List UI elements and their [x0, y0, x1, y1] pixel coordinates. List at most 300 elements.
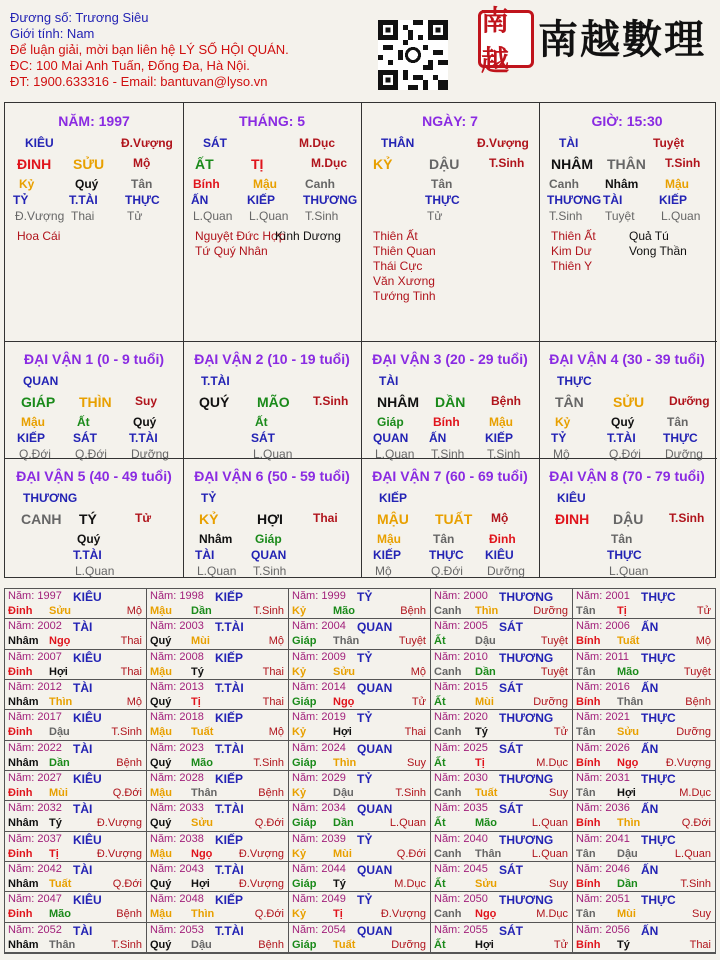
year-ten-god: KIÊU	[73, 590, 102, 604]
year-cell	[431, 832, 573, 862]
dai-van-title: ĐẠI VẬN 5 (40 - 49 tuổi)	[16, 468, 172, 484]
year-cell	[5, 680, 147, 710]
year-ten-god: SÁT	[499, 741, 523, 756]
owner-name: Đương số: Trương Siêu	[10, 10, 149, 25]
year-phase: T.Sinh	[680, 878, 711, 890]
heavenly-stem: GIÁP	[21, 394, 56, 410]
year-cell	[289, 710, 431, 740]
year-ten-god: TỶ	[357, 832, 373, 847]
dai-van-8	[539, 458, 715, 577]
year-stem: Mậu	[150, 847, 172, 860]
hidden-ten-god: QUAN	[373, 431, 409, 445]
year-phase: Bệnh	[400, 605, 426, 617]
hidden-ten-god: THỰC	[425, 193, 460, 207]
ten-god-label: THỰC	[557, 374, 592, 388]
year-cell	[5, 771, 147, 801]
hidden-ten-god: TÀI	[603, 193, 623, 207]
year-stem: Ất	[434, 756, 446, 769]
year-label: Năm: 2038	[150, 832, 204, 845]
year-cell	[5, 741, 147, 771]
year-phase: Đ.Vượng	[96, 817, 142, 830]
hidden-ten-god: ẤN	[429, 431, 447, 445]
year-ten-god: TỶ	[357, 650, 373, 665]
ten-god-label: THƯƠNG	[23, 491, 78, 505]
year-branch: Dần	[475, 665, 496, 678]
ten-god-label: KIẾP	[379, 491, 408, 505]
year-stem: Đinh	[8, 787, 33, 799]
year-cell	[431, 741, 573, 771]
year-phase: Mộ	[695, 635, 711, 648]
header-info	[10, 10, 370, 90]
hidden-stem: Mậu	[21, 415, 45, 429]
year-ten-god: THỰC	[641, 893, 676, 908]
hidden-stem: Nhâm	[605, 177, 639, 191]
hidden-phase: L.Quan	[253, 447, 293, 461]
year-stem: Giáp	[292, 635, 317, 648]
year-cell	[573, 680, 715, 710]
year-branch: Tý	[191, 665, 204, 678]
ten-god-label: TÀI	[559, 136, 579, 150]
year-branch: Thân	[333, 635, 360, 648]
year-phase: Q.Đới	[396, 847, 426, 860]
year-stem: Tân	[576, 847, 596, 860]
year-ten-god: KIẾP	[215, 650, 244, 665]
hidden-ten-god: TÀI	[195, 548, 215, 562]
special-star: Văn Xương	[373, 274, 435, 288]
heavenly-stem: ĐINH	[17, 156, 52, 172]
hidden-stem: Quý	[77, 532, 101, 546]
hidden-phase: Dưỡng	[487, 564, 525, 578]
special-star: Thiên Ất	[373, 229, 418, 243]
hidden-ten-god: T.TÀI	[73, 548, 102, 562]
year-stem: Canh	[434, 665, 462, 678]
year-phase: M.Dục	[536, 908, 568, 921]
year-cell	[147, 589, 289, 619]
year-branch: Tuất	[617, 635, 640, 648]
hidden-stem: Tân	[667, 415, 689, 429]
year-stem: Nhâm	[8, 756, 39, 769]
year-stem: Quý	[150, 878, 172, 890]
year-label: Năm: 2028	[150, 772, 204, 784]
dai-van-3	[361, 341, 539, 461]
year-phase: Suy	[692, 908, 711, 921]
hidden-ten-god: KIẾP	[17, 431, 46, 445]
year-cell	[573, 741, 715, 771]
year-cell	[431, 619, 573, 649]
year-cell	[431, 892, 573, 922]
address-line: ĐC: 100 Mai Anh Tuấn, Đống Đa, Hà Nội.	[10, 58, 250, 73]
heavenly-stem: CANH	[21, 511, 62, 527]
year-cell	[5, 923, 147, 953]
year-branch: Mão	[49, 908, 71, 921]
earthly-branch: DẬU	[429, 156, 460, 172]
dai-van-title: ĐẠI VẬN 1 (0 - 9 tuổi)	[23, 351, 164, 367]
year-branch: Dần	[191, 605, 212, 617]
year-cell	[147, 771, 289, 801]
year-ten-god: T.TÀI	[215, 681, 244, 695]
year-branch: Thìn	[49, 696, 73, 708]
year-cell	[5, 589, 147, 619]
year-stem: Giáp	[292, 938, 317, 951]
year-ten-god: TÀI	[73, 681, 93, 695]
year-ten-god: THỰC	[641, 650, 676, 665]
year-cell	[289, 619, 431, 649]
year-label: Năm: 2015	[434, 681, 488, 693]
hidden-ten-god: QUAN	[251, 548, 287, 562]
hidden-phase: Đ.Vượng	[15, 209, 65, 223]
year-label: Năm: 2050	[434, 893, 488, 906]
year-stem: Canh	[434, 605, 462, 617]
year-stem: Mậu	[150, 908, 172, 921]
year-label: Năm: 2008	[150, 650, 204, 663]
year-label: Năm: 2042	[8, 863, 62, 875]
year-phase: Q.Đới	[254, 908, 284, 921]
year-phase: Đ.Vượng	[96, 847, 142, 860]
hidden-phase: L.Quan	[75, 564, 115, 578]
year-branch: Ngọ	[333, 696, 355, 708]
year-ten-god: THƯƠNG	[499, 711, 554, 726]
year-label: Năm: 2011	[576, 650, 629, 663]
year-phase: Suy	[549, 787, 568, 799]
year-phase: Suy	[549, 878, 568, 890]
pillar-2	[183, 103, 361, 341]
hidden-stem: Mậu	[489, 415, 513, 429]
year-label: Năm: 2043	[150, 863, 204, 875]
year-phase: Mộ	[268, 726, 284, 739]
year-label: Năm: 2005	[434, 620, 488, 633]
phase-label: Mộ	[491, 511, 509, 525]
hidden-stem: Giáp	[255, 532, 282, 546]
year-branch: Mão	[475, 817, 497, 830]
year-cell	[147, 619, 289, 649]
year-phase: Thai	[120, 635, 142, 648]
year-cell	[5, 650, 147, 680]
year-cell	[431, 771, 573, 801]
year-label: Năm: 2041	[576, 832, 630, 845]
year-stem: Quý	[150, 756, 172, 769]
pillar-3	[361, 103, 539, 341]
year-cell	[573, 862, 715, 892]
year-phase: L.Quan	[389, 817, 426, 830]
hidden-ten-god: SÁT	[251, 431, 275, 445]
hidden-ten-god: THỰC	[125, 193, 160, 207]
year-stem: Đinh	[8, 847, 33, 860]
hidden-phase: Mộ	[553, 447, 570, 461]
year-branch: Tị	[333, 908, 343, 921]
earthly-branch: TUẤT	[435, 511, 473, 527]
year-phase: Dưỡng	[391, 938, 426, 951]
hidden-stem: Bính	[193, 177, 220, 191]
year-branch: Mùi	[49, 787, 68, 799]
year-ten-god: TÀI	[73, 802, 93, 817]
year-ten-god: TỶ	[357, 772, 373, 786]
year-branch: Tý	[475, 726, 488, 739]
heavenly-stem: NHÂM	[551, 156, 593, 172]
stem-phase: Đ.Vượng	[121, 136, 173, 150]
year-stem: Nhâm	[8, 938, 39, 951]
special-star: Tướng Tinh	[373, 289, 436, 303]
year-label: Năm: 2036	[576, 802, 630, 815]
year-phase: Tử	[553, 726, 568, 739]
year-ten-god: THỰC	[641, 590, 676, 604]
year-ten-god: QUAN	[357, 681, 393, 695]
year-label: Năm: 1998	[150, 590, 204, 602]
hidden-stem: Mậu	[665, 177, 689, 191]
year-stem: Ất	[434, 696, 446, 708]
year-label: Năm: 2014	[292, 681, 346, 693]
year-ten-god: SÁT	[499, 681, 523, 695]
year-stem: Kỷ	[292, 726, 307, 739]
year-cell	[147, 892, 289, 922]
year-branch: Hợi	[475, 938, 494, 951]
dai-van-title: ĐẠI VẬN 2 (10 - 19 tuổi)	[194, 351, 350, 367]
year-stem: Canh	[434, 847, 462, 860]
year-label: Năm: 2032	[8, 802, 62, 815]
year-phase: T.Sinh	[111, 938, 142, 951]
year-branch: Mùi	[191, 635, 210, 648]
hidden-stem: Đinh	[489, 532, 516, 546]
year-branch: Tị	[617, 605, 627, 617]
year-cell	[147, 680, 289, 710]
year-cell	[147, 923, 289, 953]
year-cell	[147, 832, 289, 862]
year-phase: M.Dục	[394, 878, 426, 890]
year-cell	[431, 923, 573, 953]
hidden-stem: Kỷ	[19, 177, 35, 191]
year-ten-god: QUAN	[357, 741, 393, 756]
hidden-phase: Tử	[127, 209, 143, 223]
year-ten-god: SÁT	[499, 802, 523, 817]
year-label: Năm: 2009	[292, 650, 346, 663]
year-phase: Tuyệt	[683, 665, 711, 678]
year-stem: Quý	[150, 817, 172, 830]
year-label: Năm: 1999	[292, 590, 346, 602]
hidden-phase: Q.Đới	[19, 447, 51, 461]
year-branch: Sửu	[49, 605, 72, 617]
hidden-ten-god: KIẾP	[485, 431, 514, 445]
heavenly-stem: KỶ	[199, 511, 219, 527]
hidden-phase: T.Sinh	[305, 209, 339, 223]
year-ten-god: TỶ	[357, 590, 373, 604]
dai-van-2	[183, 341, 361, 461]
year-phase: Dưỡng	[533, 605, 568, 617]
year-ten-god: TÀI	[73, 741, 93, 756]
year-stem: Ất	[434, 635, 446, 648]
year-stem: Mậu	[150, 665, 172, 678]
pillar-title: NĂM: 1997	[58, 113, 130, 129]
year-label: Năm: 2034	[292, 802, 346, 815]
year-ten-god: THỰC	[641, 772, 676, 786]
year-cell	[573, 801, 715, 831]
hidden-stem: Canh	[305, 177, 335, 191]
phase-label: Bệnh	[491, 394, 521, 408]
brand-logo: 南越數理	[538, 16, 706, 63]
hidden-phase: Dưỡng	[131, 447, 169, 461]
pillar-title: GIỜ: 15:30	[591, 113, 663, 129]
year-branch: Thân	[191, 787, 218, 799]
dai-van-title: ĐẠI VẬN 8 (70 - 79 tuổi)	[549, 468, 705, 484]
year-ten-god: TỶ	[357, 711, 373, 726]
year-ten-god: TỶ	[357, 893, 373, 908]
hidden-ten-god: T.TÀI	[129, 431, 158, 445]
hidden-stem: Tân	[611, 532, 633, 546]
hidden-phase: L.Quan	[193, 209, 233, 223]
year-label: Năm: 2046	[576, 863, 630, 875]
year-phase: Tuyệt	[540, 665, 568, 678]
hidden-phase: T.Sinh	[431, 447, 465, 461]
year-cell	[289, 801, 431, 831]
hidden-stem: Mậu	[253, 177, 277, 191]
year-cell	[289, 892, 431, 922]
hidden-stem: Mậu	[377, 532, 401, 546]
hidden-phase: Q.Đới	[609, 447, 641, 461]
year-cell	[5, 710, 147, 740]
year-phase: Thai	[262, 696, 284, 708]
year-label: Năm: 2031	[576, 772, 630, 784]
special-star: Vong Thần	[629, 244, 687, 258]
year-label: Năm: 2048	[150, 893, 204, 906]
ten-god-label: TỶ	[201, 491, 217, 505]
year-stem: Canh	[434, 726, 462, 739]
year-stem: Mậu	[150, 787, 172, 799]
earthly-branch: DẬU	[613, 511, 644, 527]
year-phase: T.Sinh	[253, 605, 284, 617]
year-ten-god: ẤN	[641, 802, 659, 817]
year-stem: Bính	[576, 635, 601, 648]
year-phase: Q.Đới	[681, 817, 711, 830]
year-branch: Mùi	[475, 696, 494, 708]
year-branch: Dậu	[333, 787, 354, 799]
year-label: Năm: 2016	[576, 681, 630, 693]
dai-van-6	[183, 458, 361, 577]
year-cell	[289, 832, 431, 862]
year-label: Năm: 2051	[576, 893, 630, 906]
year-phase: Suy	[407, 756, 426, 769]
year-label: Năm: 2001	[576, 590, 630, 602]
year-stem: Kỷ	[292, 605, 307, 617]
year-branch: Sửu	[191, 817, 214, 830]
year-phase: Tuyệt	[398, 635, 426, 648]
year-stem: Tân	[576, 726, 596, 739]
year-ten-god: ẤN	[641, 923, 659, 938]
year-phase: T.Sinh	[111, 726, 142, 739]
year-cell	[573, 650, 715, 680]
heavenly-stem: ẤT	[195, 156, 214, 172]
year-label: Năm: 2010	[434, 650, 488, 663]
year-ten-god: TÀI	[73, 620, 93, 635]
branch-phase: Mộ	[133, 156, 151, 170]
ten-god-label: THÂN	[381, 136, 415, 150]
year-branch: Dần	[49, 756, 70, 769]
year-cell	[573, 832, 715, 862]
hidden-ten-god: THỰC	[663, 431, 698, 445]
hidden-stem: Ất	[255, 415, 268, 429]
year-phase: Đ.Vượng	[238, 878, 284, 890]
hidden-ten-god: T.TÀI	[607, 431, 636, 445]
hidden-ten-god: KIẾP	[247, 193, 276, 207]
year-label: Năm: 2025	[434, 741, 488, 754]
hidden-ten-god: KIẾP	[373, 548, 402, 562]
year-stem: Ất	[434, 938, 446, 951]
year-branch: Hợi	[191, 878, 210, 890]
year-stem: Quý	[150, 696, 172, 708]
year-phase: M.Dục	[679, 787, 711, 799]
year-label: Năm: 2044	[292, 863, 346, 875]
hidden-phase: L.Quan	[249, 209, 289, 223]
year-stem: Nhâm	[8, 696, 39, 708]
dai-van-5	[5, 458, 183, 577]
hidden-stem: Tân	[431, 177, 453, 191]
earthly-branch: THÂN	[607, 156, 646, 172]
special-star: Thái Cực	[373, 259, 423, 273]
year-ten-god: SÁT	[499, 863, 523, 877]
year-label: Năm: 2021	[576, 711, 630, 724]
phase-label: T.Sinh	[669, 511, 705, 525]
year-label: Năm: 2020	[434, 711, 488, 724]
year-ten-god: ẤN	[641, 741, 659, 756]
year-ten-god: KIẾP	[215, 832, 244, 847]
year-cell	[289, 680, 431, 710]
chart-grid	[4, 102, 716, 578]
year-ten-god: QUAN	[357, 863, 393, 877]
year-label: Năm: 2017	[8, 711, 62, 724]
year-label: Năm: 2040	[434, 832, 488, 845]
year-label: Năm: 2003	[150, 620, 204, 633]
year-ten-god: QUAN	[357, 923, 393, 938]
year-stem: Tân	[576, 908, 596, 921]
hidden-ten-god: ẤN	[191, 193, 209, 207]
year-ten-god: KIẾP	[215, 772, 244, 786]
year-phase: T.Sinh	[253, 756, 284, 769]
year-label: Năm: 2027	[8, 772, 62, 784]
year-stem: Kỷ	[292, 847, 307, 860]
year-stem: Mậu	[150, 726, 172, 739]
year-branch: Dậu	[617, 847, 638, 860]
year-ten-god: ẤN	[641, 620, 659, 635]
year-cell	[5, 801, 147, 831]
year-ten-god: QUAN	[357, 620, 393, 635]
year-branch: Hợi	[617, 787, 636, 799]
year-cell	[431, 862, 573, 892]
red-seal-logo: 南越	[478, 10, 534, 68]
year-branch: Thìn	[191, 908, 215, 921]
year-phase: Thai	[120, 665, 142, 678]
year-cell	[431, 710, 573, 740]
hidden-ten-god: KIÊU	[485, 548, 514, 562]
year-stem: Bính	[576, 938, 601, 951]
year-stem: Ất	[434, 878, 446, 890]
year-cell	[573, 619, 715, 649]
year-stem: Nhâm	[8, 635, 39, 648]
year-branch: Mão	[333, 605, 355, 617]
year-label: Năm: 2037	[8, 832, 62, 845]
heavenly-stem: ĐINH	[555, 511, 590, 527]
hidden-stem: Tân	[433, 532, 455, 546]
year-ten-god: ẤN	[641, 863, 659, 877]
hidden-ten-god: SÁT	[73, 431, 97, 445]
year-branch: Ngọ	[49, 635, 71, 648]
year-ten-god: KIẾP	[215, 893, 244, 908]
year-label: Năm: 1997	[8, 590, 62, 602]
year-phase: Tử	[411, 696, 426, 708]
year-stem: Canh	[434, 787, 462, 799]
year-ten-god: T.TÀI	[215, 741, 244, 756]
year-stem: Đinh	[8, 605, 33, 617]
ten-god-label: SÁT	[203, 136, 227, 150]
year-cell	[431, 801, 573, 831]
hidden-ten-god: THƯƠNG	[303, 193, 358, 207]
hidden-phase: Tử	[427, 209, 443, 223]
